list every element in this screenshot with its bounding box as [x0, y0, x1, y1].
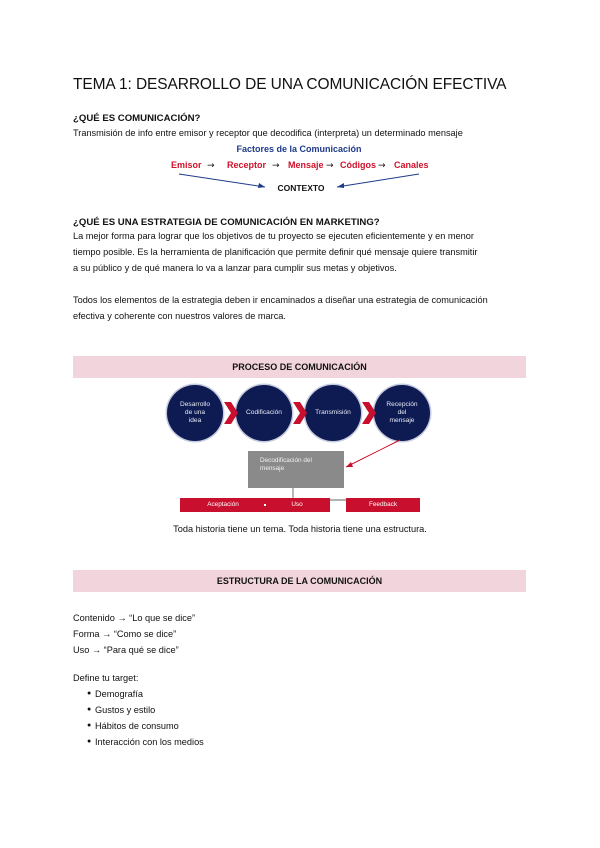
decoding-line: Decodificación del	[260, 457, 312, 464]
outcome-feedback: Feedback	[346, 498, 420, 512]
chevron-right-icon	[362, 402, 376, 424]
strategy-line: efectiva y coherente con nuestros valores de marca.	[73, 311, 286, 321]
strategy-line: Todos los elementos de la estrategia deben ir encaminados a diseñar una estrategia de comunicación	[73, 295, 488, 305]
arrow-3: →	[326, 161, 334, 171]
section-heading-estrategia: ¿QUÉ ES UNA ESTRATEGIA DE COMUNICACIÓN EN MARKETING?	[73, 217, 380, 228]
step-line: del	[397, 409, 407, 416]
factors-diagram	[165, 141, 455, 197]
structure-line: Forma → “Como se dice”	[73, 629, 177, 639]
step-line: Transmisión	[315, 409, 351, 416]
factor-mensaje: Mensaje	[288, 160, 324, 170]
strategy-paragraph-2	[73, 292, 488, 324]
strategy-line: La mejor forma para lograr que los objetivos de tu proyecto se ejecuten eficientemente y en menor	[73, 231, 474, 241]
list-item: ● Hábitos de consumo	[73, 718, 204, 734]
factor-codigos: Códigos	[340, 160, 376, 170]
arrow-2: →	[272, 161, 280, 171]
factor-contexto: CONTEXTO	[277, 183, 325, 193]
step-line: mensaje	[389, 417, 415, 424]
list-item: ● Interacción con los medios	[73, 734, 204, 750]
step-line: Recepción	[386, 401, 418, 408]
strategy-line: tiempo posible. Es la herramienta de planificación que permite definir qué mensaje quiere transmitir	[73, 247, 478, 257]
dots-sep	[264, 504, 266, 506]
chevron-right-icon	[293, 402, 307, 424]
structure-list	[73, 610, 195, 658]
section-heading-comunicacion: ¿QUÉ ES COMUNICACIÓN?	[73, 113, 201, 124]
strategy-paragraph-1	[73, 228, 477, 276]
strategy-line: a su público y de qué manera lo va a lanzar para cumplir sus metas y objetivos.	[73, 263, 397, 273]
outcome-uso: Uso	[264, 498, 330, 512]
structure-band: ESTRUCTURA DE LA COMUNICACIÓN	[73, 570, 526, 592]
factors-title: Factores de la Comunicación	[236, 144, 362, 154]
decoding-box	[248, 451, 344, 488]
factor-emisor: Emisor	[171, 160, 202, 170]
step-line: de una	[184, 409, 206, 416]
process-caption: Toda historia tiene un tema. Toda historia tiene una estructura.	[173, 524, 427, 534]
process-band: PROCESO DE COMUNICACIÓN	[73, 356, 526, 378]
structure-line: Uso → “Para qué se dice”	[73, 645, 179, 655]
decoding-line: mensaje	[260, 465, 285, 472]
target-list	[73, 686, 204, 750]
target-label: Define tu target:	[73, 673, 139, 683]
list-item: ● Gustos y estilo	[73, 702, 204, 718]
list-item: ● Demografía	[73, 686, 204, 702]
outcome-aceptacion: Aceptación	[180, 498, 266, 512]
structure-line: Contenido → “Lo que se dice”	[73, 613, 196, 623]
arrow-1: →	[207, 161, 215, 171]
factor-receptor: Receptor	[227, 160, 267, 170]
step-line: idea	[188, 417, 202, 424]
step-line: Desarrollo	[179, 401, 211, 408]
chevron-right-icon	[224, 402, 238, 424]
page-title: TEMA 1: DESARROLLO DE UNA COMUNICACIÓN EFECTIVA	[73, 76, 507, 93]
definition-text: Transmisión de info entre emisor y receptor que decodifica (interpreta) un determinado mensaje	[73, 128, 463, 138]
factor-canales: Canales	[394, 160, 429, 170]
arrow-4: →	[378, 161, 386, 171]
step-line: Codificación	[246, 409, 282, 416]
